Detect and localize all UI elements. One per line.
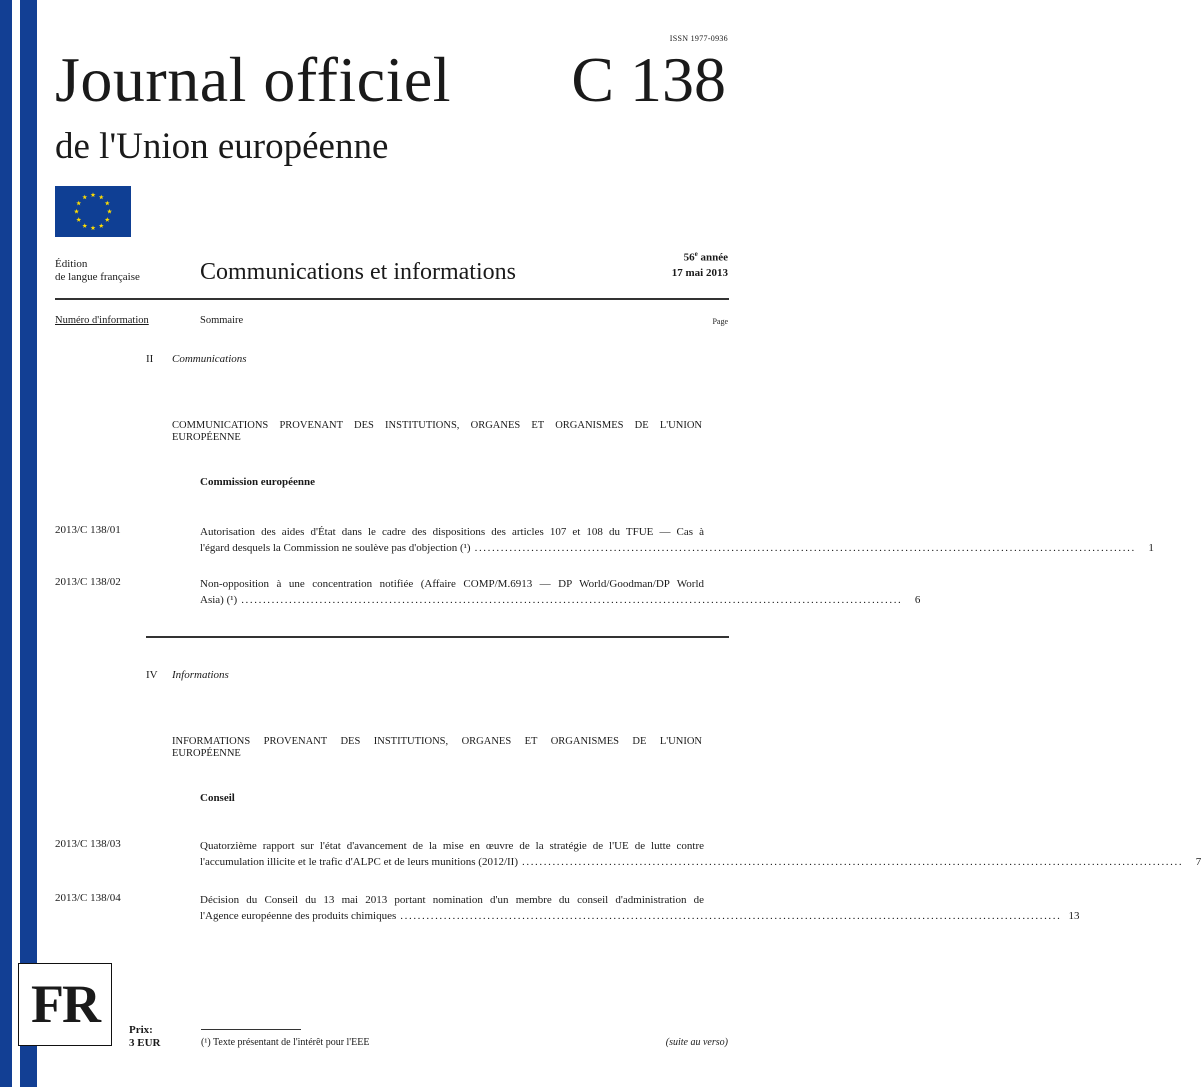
price (129, 1024, 160, 1050)
page-number: 7 (1195, 856, 1201, 868)
dot-leader: ........................................................................................................................................................ (400, 910, 1062, 922)
toc-entry[interactable] (200, 576, 921, 608)
toc-entry-title-end: Asia) (¹) (200, 594, 238, 606)
toc-entry[interactable] (200, 524, 1154, 556)
blue-edge-bar-outer (0, 0, 12, 1087)
issue-number: C 138 (571, 44, 726, 115)
issue-date: 17 mai 2013 (671, 267, 728, 279)
toc-summary-header: Sommaire (200, 315, 244, 326)
institution-heading (172, 420, 702, 444)
toc-entry-line2 (200, 540, 1154, 556)
body-heading: Conseil (200, 792, 235, 804)
journal-title: Journal officiel (55, 44, 452, 115)
eu-flag-icon (55, 186, 131, 237)
part-roman: IV (146, 669, 158, 681)
document-number: 2013/C 138/01 (55, 524, 121, 536)
institution-heading-line1: COMMUNICATIONS PROVENANT DES INSTITUTIONS, ORGANES ET ORGANISMES DE L'UNION (172, 420, 702, 431)
institution-heading-line2: EUROPÉENNE (172, 432, 241, 443)
language-badge (18, 963, 112, 1046)
issn: ISSN 1977-0936 (669, 34, 728, 43)
eu-flag-stars (55, 186, 131, 237)
toc-entry-title-end: l'Agence européenne des produits chimiques (200, 910, 397, 922)
toc-entry[interactable] (200, 892, 1080, 924)
header-rule (55, 298, 729, 300)
toc-entry-line2 (200, 854, 1201, 870)
institution-heading-line1: INFORMATIONS PROVENANT DES INSTITUTIONS, ORGANES ET ORGANISMES DE L'UNION (172, 736, 702, 747)
toc-entry-title-end: l'accumulation illicite et le trafic d'ALPC et de leurs munitions (2012/II) (200, 856, 518, 868)
section-divider (146, 636, 729, 638)
toc-entry[interactable] (200, 838, 1201, 870)
dot-leader: ........................................................................................................................................................ (474, 542, 1136, 554)
page-number: 6 (914, 594, 921, 606)
page-number: 13 (1068, 910, 1080, 922)
institution-heading (172, 736, 702, 760)
toc-entry-line1: Non-opposition à une concentration notifiée (Affaire COMP/M.6913 — DP World/Goodman/DP World (200, 578, 704, 590)
toc-number-header: Numéro d'information (55, 315, 149, 326)
document-number: 2013/C 138/02 (55, 576, 121, 588)
institution-heading-line2: EUROPÉENNE (172, 748, 241, 759)
toc-entry-line1: Décision du Conseil du 13 mai 2013 portant nomination d'un membre du conseil d'administration de (200, 894, 704, 906)
edition-line1: Édition (55, 258, 88, 270)
price-label: Prix: (129, 1024, 153, 1036)
toc-entry-line2 (200, 592, 921, 608)
part-name: Informations (172, 669, 229, 681)
footnote-rule (201, 1029, 301, 1030)
part-roman: II (146, 353, 154, 365)
toc-page-header: Page (712, 317, 728, 326)
price-value: 3 EUR (129, 1037, 161, 1049)
toc-entry-line2 (200, 908, 1080, 924)
section-title: Communications et informations (200, 259, 516, 285)
toc-entry-line1: Quatorzième rapport sur l'état d'avancement de la mise en œuvre de la stratégie de l'UE de lutte contre (200, 840, 704, 852)
blue-edge-bar-inner (20, 0, 37, 1087)
journal-subtitle: de l'Union européenne (55, 126, 389, 167)
page-number: 1 (1148, 542, 1154, 554)
language-code: FR (31, 974, 99, 1034)
document-number: 2013/C 138/04 (55, 892, 121, 904)
dot-leader: ........................................................................................................................................................ (241, 594, 903, 606)
edition-line2: de langue française (55, 271, 140, 283)
footnote: (¹) Texte présentant de l'intérêt pour l'EEE (201, 1037, 370, 1048)
dot-leader: ........................................................................................................................................................ (522, 856, 1184, 868)
continued-note: (suite au verso) (665, 1037, 728, 1048)
year-label: 56e année (683, 250, 728, 264)
document-number: 2013/C 138/03 (55, 838, 121, 850)
body-heading: Commission européenne (200, 476, 315, 488)
toc-entry-line1: Autorisation des aides d'État dans le cadre des dispositions des articles 107 et 108 du TFUE — Cas à (200, 526, 704, 538)
edition-label (55, 258, 140, 284)
toc-entry-title-end: l'égard desquels la Commission ne soulève pas d'objection (¹) (200, 542, 471, 554)
part-name: Communications (172, 353, 247, 365)
